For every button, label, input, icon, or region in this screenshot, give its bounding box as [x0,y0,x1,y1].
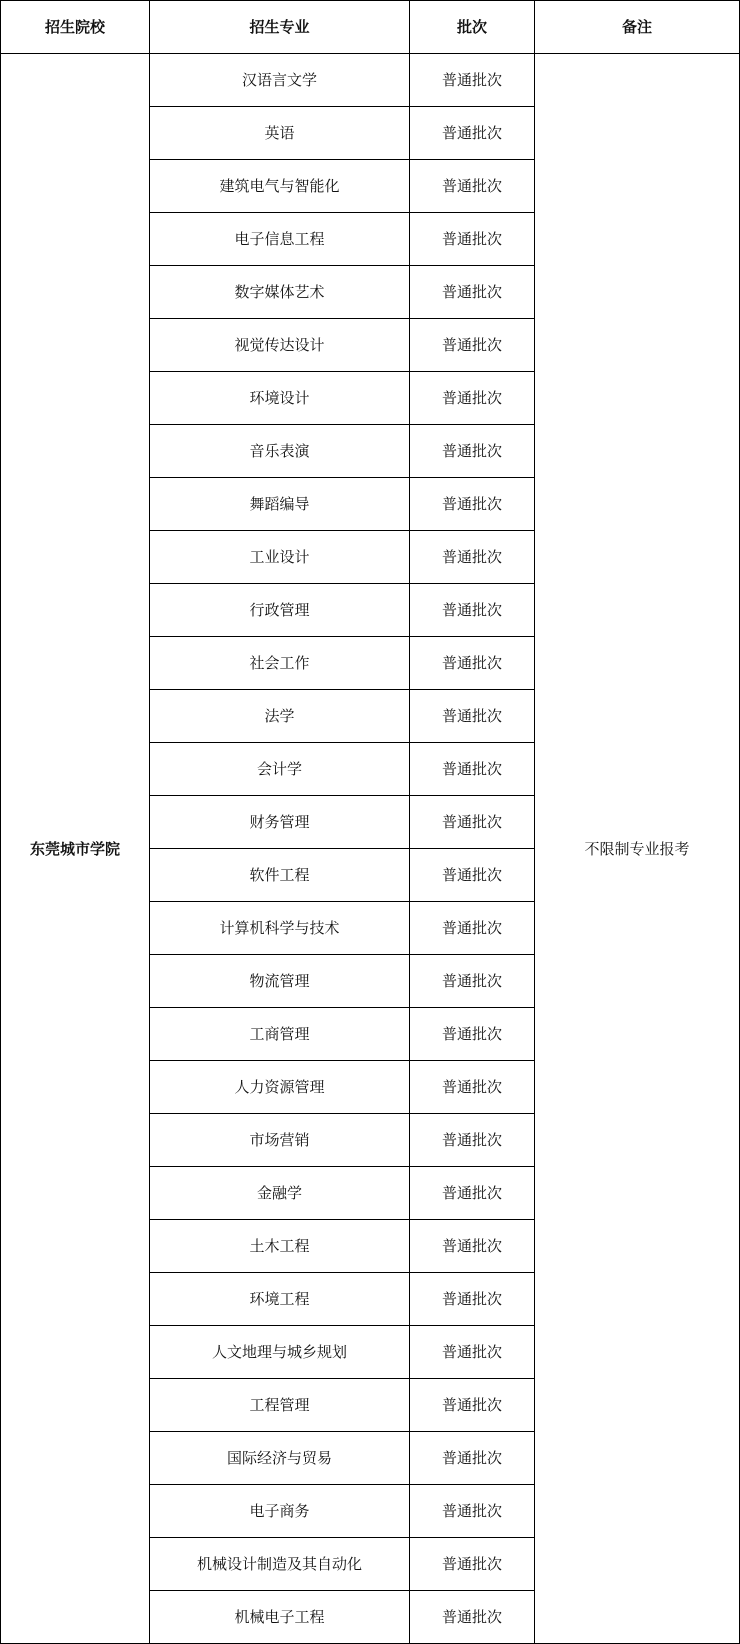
major-cell: 电子商务 [150,1485,410,1538]
batch-cell: 普通批次 [410,1538,535,1591]
major-cell: 会计学 [150,743,410,796]
note-cell: 不限制专业报考 [535,54,740,1644]
table-row [1,54,740,107]
batch-cell: 普通批次 [410,531,535,584]
batch-cell: 普通批次 [410,54,535,107]
major-cell: 汉语言文学 [150,54,410,107]
batch-cell: 普通批次 [410,1379,535,1432]
table-header [1,1,740,54]
batch-cell: 普通批次 [410,902,535,955]
major-cell: 环境工程 [150,1273,410,1326]
batch-cell: 普通批次 [410,1432,535,1485]
batch-cell: 普通批次 [410,849,535,902]
school-cell: 东莞城市学院 [1,54,150,1644]
batch-cell: 普通批次 [410,637,535,690]
major-cell: 软件工程 [150,849,410,902]
major-cell: 土木工程 [150,1220,410,1273]
header-major: 招生专业 [150,1,410,54]
major-cell: 建筑电气与智能化 [150,160,410,213]
major-cell: 机械设计制造及其自动化 [150,1538,410,1591]
batch-cell: 普通批次 [410,743,535,796]
batch-cell: 普通批次 [410,1273,535,1326]
batch-cell: 普通批次 [410,1220,535,1273]
major-cell: 工商管理 [150,1008,410,1061]
major-cell: 视觉传达设计 [150,319,410,372]
major-cell: 环境设计 [150,372,410,425]
batch-cell: 普通批次 [410,584,535,637]
major-cell: 机械电子工程 [150,1591,410,1644]
major-cell: 音乐表演 [150,425,410,478]
batch-cell: 普通批次 [410,1008,535,1061]
batch-cell: 普通批次 [410,266,535,319]
major-cell: 社会工作 [150,637,410,690]
major-cell: 工业设计 [150,531,410,584]
batch-cell: 普通批次 [410,107,535,160]
major-cell: 市场营销 [150,1114,410,1167]
major-cell: 英语 [150,107,410,160]
batch-cell: 普通批次 [410,319,535,372]
batch-cell: 普通批次 [410,1167,535,1220]
header-batch: 批次 [410,1,535,54]
table-body [1,54,740,1644]
batch-cell: 普通批次 [410,955,535,1008]
major-cell: 法学 [150,690,410,743]
major-cell: 工程管理 [150,1379,410,1432]
major-cell: 财务管理 [150,796,410,849]
batch-cell: 普通批次 [410,478,535,531]
major-cell: 行政管理 [150,584,410,637]
major-cell: 计算机科学与技术 [150,902,410,955]
batch-cell: 普通批次 [410,213,535,266]
header-school: 招生院校 [1,1,150,54]
header-row [1,1,740,54]
major-cell: 物流管理 [150,955,410,1008]
major-cell: 舞蹈编导 [150,478,410,531]
batch-cell: 普通批次 [410,690,535,743]
major-cell: 人力资源管理 [150,1061,410,1114]
major-cell: 国际经济与贸易 [150,1432,410,1485]
batch-cell: 普通批次 [410,1326,535,1379]
batch-cell: 普通批次 [410,425,535,478]
major-cell: 金融学 [150,1167,410,1220]
batch-cell: 普通批次 [410,1485,535,1538]
batch-cell: 普通批次 [410,796,535,849]
batch-cell: 普通批次 [410,372,535,425]
major-cell: 电子信息工程 [150,213,410,266]
batch-cell: 普通批次 [410,1061,535,1114]
major-cell: 人文地理与城乡规划 [150,1326,410,1379]
batch-cell: 普通批次 [410,160,535,213]
header-note: 备注 [535,1,740,54]
major-cell: 数字媒体艺术 [150,266,410,319]
batch-cell: 普通批次 [410,1114,535,1167]
batch-cell: 普通批次 [410,1591,535,1644]
